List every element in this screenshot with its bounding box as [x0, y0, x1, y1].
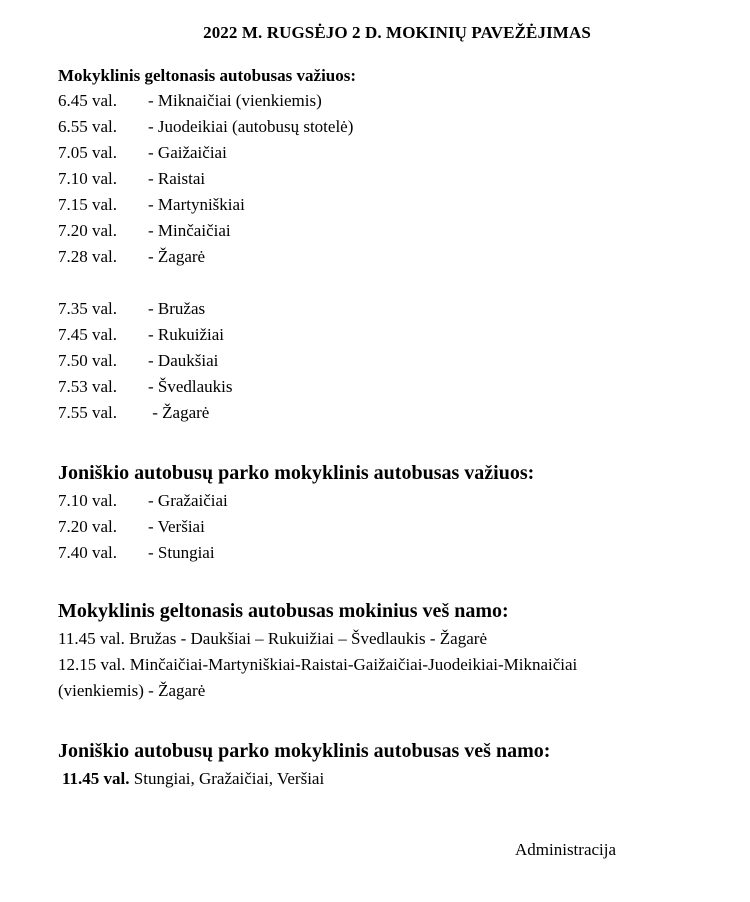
joniskis-bus-return-heading: Joniškio autobusų parko mokyklinis autobusas veš namo: [58, 740, 551, 762]
schedule-row [58, 166, 356, 192]
schedule-time: 7.50 val. [58, 351, 118, 370]
schedule-time: 7.05 val. [58, 143, 118, 162]
yellow-bus-morning-heading: Mokyklinis geltonasis autobusas važiuos: [58, 66, 357, 85]
schedule-row [58, 540, 534, 566]
schedule-row [58, 88, 356, 114]
schedule-time: 7.28 val. [58, 247, 118, 266]
joniskis-bus-route-group [58, 488, 534, 566]
schedule-time: 7.35 val. [58, 299, 118, 318]
schedule-row [58, 400, 356, 426]
schedule-row [58, 218, 356, 244]
schedule-row [58, 192, 356, 218]
yellow-bus-route-group-1 [58, 88, 356, 270]
return-line-1: 11.45 val. Bružas - Daukšiai – Rukuižiai – Švedlaukis - Žagarė [58, 629, 487, 648]
schedule-time: 6.45 val. [58, 91, 118, 110]
schedule-destination: - Stungiai [148, 543, 215, 562]
schedule-time: 7.10 val. [58, 491, 118, 510]
yellow-bus-return-section [58, 596, 577, 704]
joniskis-bus-morning-heading: Joniškio autobusų parko mokyklinis autobusas važiuos: [58, 462, 535, 484]
schedule-destination: - Rukuižiai [148, 325, 225, 344]
schedule-time: 6.55 val. [58, 117, 118, 136]
page-title: 2022 M. RUGSĖJO 2 D. MOKINIŲ PAVEŽĖJIMAS [203, 23, 591, 42]
schedule-time: 7.45 val. [58, 325, 118, 344]
schedule-time: 7.55 val. [58, 403, 118, 422]
schedule-time: 7.15 val. [58, 195, 118, 214]
schedule-destination: - Švedlaukis [148, 377, 233, 396]
signature: Administracija [515, 840, 617, 859]
schedule-destination: - Gaižaičiai [148, 143, 227, 162]
joniskis-return-time: 11.45 val. [62, 769, 130, 788]
schedule-destination: - Juodeikiai (autobusų stotelė) [148, 117, 354, 136]
schedule-time: 7.40 val. [58, 543, 118, 562]
schedule-destination: - Daukšiai [148, 351, 219, 370]
yellow-bus-return-heading: Mokyklinis geltonasis autobusas mokinius veš namo: [58, 600, 509, 622]
schedule-row [58, 296, 356, 322]
schedule-destination: - Miknaičiai (vienkiemis) [148, 91, 322, 110]
schedule-destination: - Raistai [148, 169, 206, 188]
return-line-3: (vienkiemis) - Žagarė [58, 681, 206, 700]
schedule-destination: - Martyniškiai [148, 195, 245, 214]
schedule-row [58, 348, 356, 374]
schedule-destination: - Minčaičiai [148, 221, 231, 240]
joniskis-return-dest: Stungiai, Gražaičiai, Veršiai [133, 769, 325, 788]
joniskis-bus-return-section [58, 736, 550, 792]
schedule-destination: - Bružas [148, 299, 206, 318]
schedule-time: 7.20 val. [58, 517, 118, 536]
schedule-destination: - Veršiai [148, 517, 205, 536]
schedule-row [58, 244, 356, 270]
schedule-row [58, 114, 356, 140]
schedule-destination: - Gražaičiai [148, 491, 228, 510]
schedule-destination: - Žagarė [148, 403, 210, 422]
schedule-row [58, 488, 534, 514]
schedule-row [58, 140, 356, 166]
joniskis-return-line [58, 766, 550, 792]
schedule-row [58, 322, 356, 348]
schedule-time: 7.53 val. [58, 377, 118, 396]
schedule-row [58, 374, 356, 400]
return-line-2: 12.15 val. Minčaičiai-Martyniškiai-Raistai-Gaižaičiai-Juodeikiai-Miknaičiai [58, 655, 578, 674]
schedule-time: 7.20 val. [58, 221, 118, 240]
yellow-bus-route-group-2 [58, 296, 356, 426]
schedule-time: 7.10 val. [58, 169, 118, 188]
schedule-destination: - Žagarė [148, 247, 206, 266]
schedule-row [58, 514, 534, 540]
yellow-bus-morning-section [58, 64, 356, 426]
joniskis-bus-morning-section [58, 458, 534, 566]
